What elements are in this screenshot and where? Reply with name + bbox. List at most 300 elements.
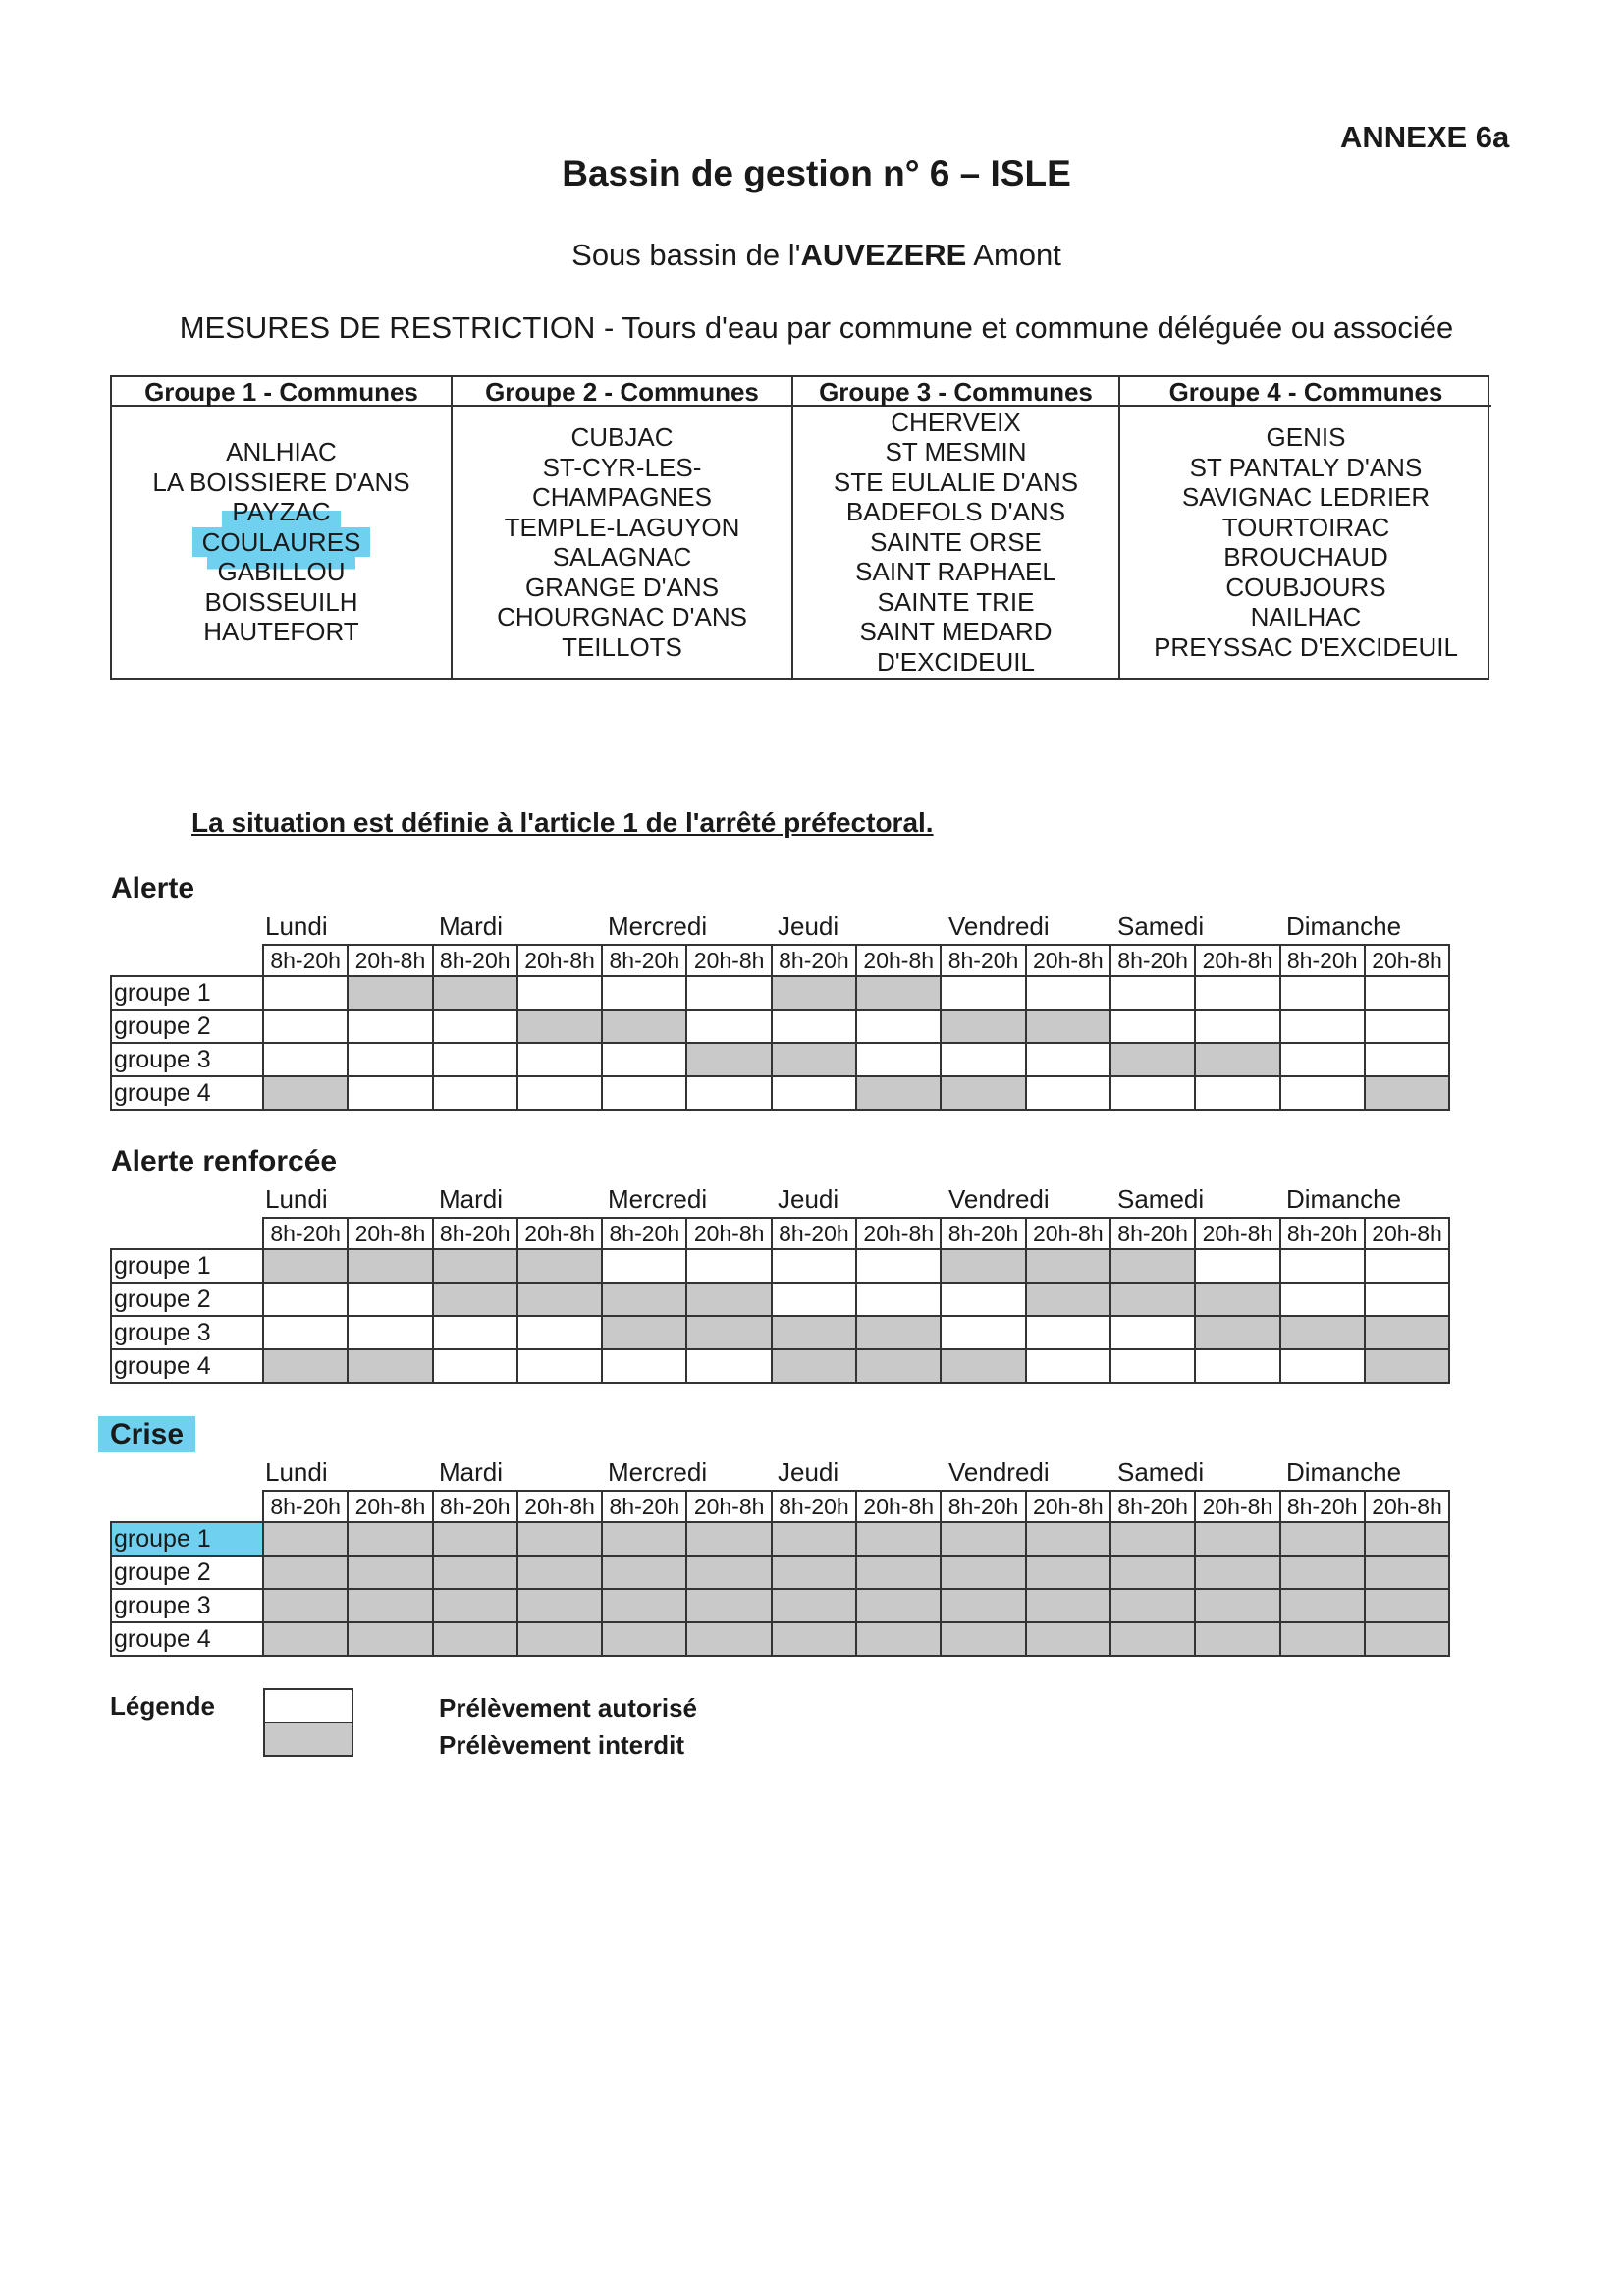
cell-forbidden <box>263 1556 348 1589</box>
day-label: Lundi <box>265 1457 328 1487</box>
time-slot-header: 20h-8h <box>348 1491 432 1522</box>
commune-name: COUBJOURS <box>1225 572 1386 602</box>
cell-forbidden <box>1110 1249 1195 1283</box>
cell-allowed <box>602 976 686 1010</box>
cell-allowed <box>772 1076 856 1110</box>
time-slot-header: 20h-8h <box>856 1218 941 1249</box>
cell-allowed <box>941 1043 1025 1076</box>
commune-name: D'EXCIDEUIL <box>876 646 1035 677</box>
cell-forbidden <box>1195 1522 1279 1556</box>
cell-allowed <box>1280 1010 1365 1043</box>
cell-allowed <box>263 1043 348 1076</box>
time-slot-header: 8h-20h <box>433 1491 517 1522</box>
mesures-heading: MESURES DE RESTRICTION - Tours d'eau par commune et commune déléguée ou associée <box>179 310 1454 345</box>
communes-list <box>1120 407 1491 678</box>
schedule-grid <box>110 1217 1450 1384</box>
time-slot-header: 20h-8h <box>1365 945 1449 976</box>
cell-allowed <box>433 1043 517 1076</box>
cell-forbidden <box>263 1589 348 1622</box>
time-slot-header: 20h-8h <box>1026 945 1110 976</box>
cell-forbidden <box>941 1010 1025 1043</box>
commune-name: TEMPLE-LAGUYON <box>504 512 740 542</box>
time-slot-header: 8h-20h <box>1110 945 1195 976</box>
time-slot-header: 20h-8h <box>348 945 432 976</box>
cell-allowed <box>517 1316 602 1349</box>
cell-forbidden <box>941 1622 1025 1656</box>
section-title <box>98 1418 195 1451</box>
time-slot-header: 8h-20h <box>602 1218 686 1249</box>
commune-name: SAINT MEDARD <box>859 617 1053 647</box>
communes-table <box>110 375 1489 680</box>
cell-allowed <box>686 1076 771 1110</box>
cell-allowed <box>263 1316 348 1349</box>
commune-name: LA BOISSIERE D'ANS <box>152 466 410 497</box>
commune-name: SAINT RAPHAEL <box>855 557 1056 587</box>
day-label: Jeudi <box>778 1184 839 1214</box>
cell-forbidden <box>686 1589 771 1622</box>
communes-group-2 <box>453 377 793 678</box>
cell-forbidden <box>348 1249 432 1283</box>
subtitle <box>0 238 1623 273</box>
cell-allowed <box>517 976 602 1010</box>
cell-forbidden <box>686 1522 771 1556</box>
commune-name: COULAURES <box>192 527 371 558</box>
day-label: Vendredi <box>948 911 1050 941</box>
cell-allowed <box>1280 1043 1365 1076</box>
commune-name: ST PANTALY D'ANS <box>1189 452 1423 482</box>
time-slot-header: 20h-8h <box>686 1218 771 1249</box>
communes-header: Groupe 4 - Communes <box>1120 377 1491 407</box>
cell-forbidden <box>1280 1622 1365 1656</box>
cell-forbidden <box>941 1589 1025 1622</box>
cell-allowed <box>1195 1010 1279 1043</box>
cell-forbidden <box>348 976 432 1010</box>
cell-allowed <box>263 1010 348 1043</box>
cell-allowed <box>517 1076 602 1110</box>
group-row <box>111 1349 1449 1383</box>
cell-forbidden <box>1195 1589 1279 1622</box>
cell-forbidden <box>1026 1556 1110 1589</box>
legend-allowed-label: Prélèvement autorisé <box>439 1693 698 1722</box>
commune-name: NAILHAC <box>1250 602 1362 631</box>
cell-allowed <box>433 1316 517 1349</box>
time-slot-header: 8h-20h <box>772 1218 856 1249</box>
legend-swatch-allowed <box>263 1688 353 1723</box>
legend-swatch-forbidden <box>263 1722 353 1757</box>
time-slot-header: 20h-8h <box>1195 945 1279 976</box>
day-label: Mercredi <box>608 911 708 941</box>
cell-forbidden <box>686 1622 771 1656</box>
grid-corner <box>111 1491 263 1522</box>
cell-forbidden <box>1110 1622 1195 1656</box>
commune-name: SAINTE ORSE <box>870 526 1042 557</box>
cell-forbidden <box>772 1622 856 1656</box>
time-slot-header: 8h-20h <box>1280 1218 1365 1249</box>
page-title: Bassin de gestion n° 6 – ISLE <box>562 153 1071 193</box>
cell-forbidden <box>263 1522 348 1556</box>
commune-name: HAUTEFORT <box>203 617 359 647</box>
cell-forbidden <box>602 1522 686 1556</box>
day-label: Vendredi <box>948 1457 1050 1487</box>
group-label: groupe 2 <box>111 1283 263 1316</box>
cell-allowed <box>433 1349 517 1383</box>
commune-name: GRANGE D'ANS <box>524 572 720 602</box>
cell-forbidden <box>348 1556 432 1589</box>
group-label: groupe 2 <box>111 1556 263 1589</box>
commune-name: CHERVEIX <box>891 407 1021 437</box>
cell-allowed <box>1280 1249 1365 1283</box>
cell-forbidden <box>263 1349 348 1383</box>
commune-name: SAVIGNAC LEDRIER <box>1181 482 1431 512</box>
commune-name: GENIS <box>1266 422 1346 452</box>
group-row <box>111 1316 1449 1349</box>
cell-forbidden <box>1365 1076 1449 1110</box>
legend-forbidden-label: Prélèvement interdit <box>439 1730 684 1760</box>
time-slot-header: 8h-20h <box>263 1491 348 1522</box>
commune-name: PAYZAC <box>222 497 340 527</box>
group-row <box>111 1249 1449 1283</box>
day-label: Mardi <box>439 1184 504 1214</box>
time-slot-header: 8h-20h <box>1280 1491 1365 1522</box>
time-slot-header: 20h-8h <box>856 945 941 976</box>
cell-forbidden <box>433 1249 517 1283</box>
cell-allowed <box>1365 1283 1449 1316</box>
cell-forbidden <box>1026 1283 1110 1316</box>
communes-header: Groupe 1 - Communes <box>112 377 451 407</box>
cell-allowed <box>1280 1283 1365 1316</box>
cell-forbidden <box>1110 1043 1195 1076</box>
cell-forbidden <box>348 1622 432 1656</box>
cell-allowed <box>686 1010 771 1043</box>
cell-forbidden <box>1280 1316 1365 1349</box>
day-label: Mardi <box>439 1457 504 1487</box>
cell-forbidden <box>856 1076 941 1110</box>
communes-group-1 <box>112 377 453 678</box>
cell-forbidden <box>1026 1589 1110 1622</box>
commune-name: TEILLOTS <box>562 631 682 662</box>
day-label: Dimanche <box>1286 1457 1402 1487</box>
cell-forbidden <box>517 1556 602 1589</box>
commune-name: CHOURGNAC D'ANS <box>497 602 747 631</box>
time-slot-header: 8h-20h <box>433 1218 517 1249</box>
time-slot-header: 8h-20h <box>941 945 1025 976</box>
communes-list <box>112 407 451 678</box>
cell-forbidden <box>941 1349 1025 1383</box>
cell-allowed <box>686 1349 771 1383</box>
time-slot-header: 20h-8h <box>1026 1491 1110 1522</box>
time-slot-header: 8h-20h <box>941 1218 1025 1249</box>
subtitle-prefix: Sous bassin de l' <box>571 238 801 272</box>
cell-allowed <box>1195 1349 1279 1383</box>
commune-name: SAINTE TRIE <box>877 586 1035 617</box>
cell-allowed <box>1195 976 1279 1010</box>
cell-allowed <box>263 1283 348 1316</box>
cell-forbidden <box>433 976 517 1010</box>
cell-forbidden <box>602 1622 686 1656</box>
cell-forbidden <box>772 1556 856 1589</box>
day-label: Mercredi <box>608 1184 708 1214</box>
group-label: groupe 4 <box>111 1622 263 1656</box>
subtitle-bold: AUVEZERE <box>800 238 967 272</box>
group-label: groupe 3 <box>111 1316 263 1349</box>
cell-allowed <box>348 1316 432 1349</box>
cell-forbidden <box>772 976 856 1010</box>
cell-forbidden <box>772 1043 856 1076</box>
cell-allowed <box>433 1010 517 1043</box>
cell-allowed <box>517 1349 602 1383</box>
commune-name: STE EULALIE D'ANS <box>833 466 1079 497</box>
grid-corner <box>111 1218 263 1249</box>
day-label: Jeudi <box>778 911 839 941</box>
cell-forbidden <box>1026 1249 1110 1283</box>
cell-allowed <box>602 1076 686 1110</box>
day-label: Mardi <box>439 911 504 941</box>
cell-forbidden <box>1195 1622 1279 1656</box>
time-slot-header: 20h-8h <box>1365 1491 1449 1522</box>
cell-forbidden <box>1280 1589 1365 1622</box>
legend-title: Légende <box>110 1691 215 1721</box>
cell-forbidden <box>1365 1622 1449 1656</box>
cell-allowed <box>1110 1316 1195 1349</box>
cell-forbidden <box>263 1249 348 1283</box>
group-label: groupe 3 <box>111 1043 263 1076</box>
cell-allowed <box>772 1283 856 1316</box>
cell-allowed <box>348 1010 432 1043</box>
cell-forbidden <box>1365 1316 1449 1349</box>
cell-forbidden <box>517 1010 602 1043</box>
cell-forbidden <box>348 1589 432 1622</box>
cell-forbidden <box>772 1349 856 1383</box>
cell-forbidden <box>433 1622 517 1656</box>
time-slot-header: 8h-20h <box>1280 945 1365 976</box>
day-label: Dimanche <box>1286 1184 1402 1214</box>
time-slot-header: 20h-8h <box>1195 1218 1279 1249</box>
time-slot-header: 8h-20h <box>433 945 517 976</box>
cell-forbidden <box>602 1556 686 1589</box>
cell-forbidden <box>941 1076 1025 1110</box>
cell-forbidden <box>602 1010 686 1043</box>
time-slot-header: 20h-8h <box>517 945 602 976</box>
commune-name: ANLHIAC <box>226 437 337 467</box>
day-label: Vendredi <box>948 1184 1050 1214</box>
day-label: Lundi <box>265 1184 328 1214</box>
group-row <box>111 1589 1449 1622</box>
cell-forbidden <box>1365 1522 1449 1556</box>
communes-list <box>453 407 791 678</box>
cell-allowed <box>1110 976 1195 1010</box>
cell-forbidden <box>433 1589 517 1622</box>
cell-allowed <box>772 1010 856 1043</box>
communes-group-3 <box>793 377 1120 678</box>
time-slot-header: 20h-8h <box>1195 1491 1279 1522</box>
day-label: Samedi <box>1117 1184 1205 1214</box>
time-slot-header: 20h-8h <box>686 945 771 976</box>
cell-forbidden <box>1110 1522 1195 1556</box>
group-row <box>111 1556 1449 1589</box>
commune-name: CHAMPAGNES <box>532 482 712 512</box>
cell-allowed <box>1110 1010 1195 1043</box>
cell-forbidden <box>433 1522 517 1556</box>
commune-name: SALAGNAC <box>552 542 692 572</box>
commune-name: PREYSSAC D'EXCIDEUIL <box>1154 631 1458 662</box>
group-row <box>111 1283 1449 1316</box>
cell-forbidden <box>856 1522 941 1556</box>
cell-forbidden <box>686 1283 771 1316</box>
cell-allowed <box>263 976 348 1010</box>
day-label: Samedi <box>1117 911 1205 941</box>
cell-allowed <box>1026 1316 1110 1349</box>
grid-corner <box>111 945 263 976</box>
cell-allowed <box>348 1283 432 1316</box>
cell-forbidden <box>941 1249 1025 1283</box>
schedule-grid <box>110 944 1450 1111</box>
cell-forbidden <box>686 1556 771 1589</box>
cell-forbidden <box>856 1622 941 1656</box>
cell-allowed <box>856 1043 941 1076</box>
communes-list <box>793 407 1118 678</box>
cell-allowed <box>856 1283 941 1316</box>
cell-forbidden <box>1026 1622 1110 1656</box>
group-row <box>111 1043 1449 1076</box>
cell-forbidden <box>856 976 941 1010</box>
cell-forbidden <box>1365 1556 1449 1589</box>
cell-forbidden <box>517 1589 602 1622</box>
section-title-text: Alerte <box>111 872 195 904</box>
group-row <box>111 1622 1449 1656</box>
time-slot-header: 8h-20h <box>1110 1218 1195 1249</box>
cell-forbidden <box>1195 1043 1279 1076</box>
cell-allowed <box>686 976 771 1010</box>
commune-name: BROUCHAUD <box>1223 542 1388 572</box>
time-slot-header: 20h-8h <box>1365 1218 1449 1249</box>
cell-allowed <box>1026 1043 1110 1076</box>
group-row <box>111 1522 1449 1556</box>
cell-allowed <box>602 1043 686 1076</box>
cell-forbidden <box>1110 1283 1195 1316</box>
cell-forbidden <box>1365 1349 1449 1383</box>
cell-forbidden <box>433 1283 517 1316</box>
commune-name: TOURTOIRAC <box>1221 512 1390 542</box>
commune-name: ST MESMIN <box>885 437 1027 467</box>
group-label: groupe 1 <box>111 976 263 1010</box>
schedule-grid <box>110 1490 1450 1657</box>
cell-allowed <box>1195 1249 1279 1283</box>
day-label: Dimanche <box>1286 911 1402 941</box>
cell-allowed <box>1026 1349 1110 1383</box>
section-title-text: Crise <box>98 1416 195 1452</box>
cell-forbidden <box>686 1043 771 1076</box>
cell-forbidden <box>263 1076 348 1110</box>
time-slot-header: 8h-20h <box>1110 1491 1195 1522</box>
time-slot-header: 8h-20h <box>263 1218 348 1249</box>
cell-allowed <box>686 1249 771 1283</box>
cell-allowed <box>1280 976 1365 1010</box>
cell-forbidden <box>772 1522 856 1556</box>
cell-allowed <box>1280 1349 1365 1383</box>
cell-allowed <box>941 1283 1025 1316</box>
cell-allowed <box>348 1076 432 1110</box>
commune-name: CUBJAC <box>570 422 674 452</box>
group-label: groupe 2 <box>111 1010 263 1043</box>
time-slot-header: 20h-8h <box>517 1218 602 1249</box>
section-title <box>111 872 194 905</box>
time-slot-header: 20h-8h <box>1026 1218 1110 1249</box>
situation-note: La situation est définie à l'article 1 de l'arrêté préfectoral. <box>191 807 934 838</box>
group-row <box>111 976 1449 1010</box>
commune-name: BOISSEUILH <box>204 586 358 617</box>
cell-forbidden <box>517 1249 602 1283</box>
cell-allowed <box>1365 976 1449 1010</box>
cell-allowed <box>433 1076 517 1110</box>
group-row <box>111 1010 1449 1043</box>
cell-allowed <box>856 1010 941 1043</box>
communes-group-4 <box>1120 377 1491 678</box>
time-slot-header: 8h-20h <box>602 945 686 976</box>
commune-name: BADEFOLS D'ANS <box>845 497 1066 527</box>
cell-forbidden <box>263 1622 348 1656</box>
cell-allowed <box>1280 1076 1365 1110</box>
cell-allowed <box>1195 1076 1279 1110</box>
commune-name: GABILLOU <box>207 557 354 587</box>
time-slot-header: 8h-20h <box>263 945 348 976</box>
cell-forbidden <box>1280 1522 1365 1556</box>
cell-forbidden <box>772 1589 856 1622</box>
time-slot-header: 8h-20h <box>602 1491 686 1522</box>
cell-allowed <box>1026 976 1110 1010</box>
cell-forbidden <box>517 1283 602 1316</box>
day-label: Samedi <box>1117 1457 1205 1487</box>
cell-forbidden <box>1195 1556 1279 1589</box>
cell-allowed <box>856 1249 941 1283</box>
communes-header: Groupe 2 - Communes <box>453 377 791 407</box>
cell-forbidden <box>1110 1556 1195 1589</box>
time-slot-header: 20h-8h <box>517 1491 602 1522</box>
cell-forbidden <box>1110 1589 1195 1622</box>
time-slot-header: 8h-20h <box>772 945 856 976</box>
group-label: groupe 3 <box>111 1589 263 1622</box>
cell-forbidden <box>602 1316 686 1349</box>
annex-label: ANNEXE 6a <box>1340 120 1510 154</box>
group-label: groupe 4 <box>111 1349 263 1383</box>
cell-forbidden <box>517 1522 602 1556</box>
group-label: groupe 4 <box>111 1076 263 1110</box>
cell-forbidden <box>602 1589 686 1622</box>
section-title-text: Alerte renforcée <box>111 1145 338 1177</box>
time-slot-header: 8h-20h <box>772 1491 856 1522</box>
cell-allowed <box>941 976 1025 1010</box>
cell-forbidden <box>856 1556 941 1589</box>
day-label: Mercredi <box>608 1457 708 1487</box>
cell-forbidden <box>772 1316 856 1349</box>
cell-forbidden <box>1195 1283 1279 1316</box>
cell-forbidden <box>686 1316 771 1349</box>
cell-allowed <box>772 1249 856 1283</box>
cell-allowed <box>517 1043 602 1076</box>
cell-forbidden <box>1195 1316 1279 1349</box>
cell-allowed <box>941 1316 1025 1349</box>
cell-forbidden <box>856 1589 941 1622</box>
cell-allowed <box>1365 1043 1449 1076</box>
cell-forbidden <box>1280 1556 1365 1589</box>
cell-allowed <box>602 1349 686 1383</box>
cell-allowed <box>1026 1076 1110 1110</box>
day-label: Lundi <box>265 911 328 941</box>
cell-forbidden <box>941 1522 1025 1556</box>
subtitle-suffix: Amont <box>966 238 1061 272</box>
group-label: groupe 1 <box>111 1522 263 1556</box>
cell-allowed <box>1365 1010 1449 1043</box>
group-label: groupe 1 <box>111 1249 263 1283</box>
